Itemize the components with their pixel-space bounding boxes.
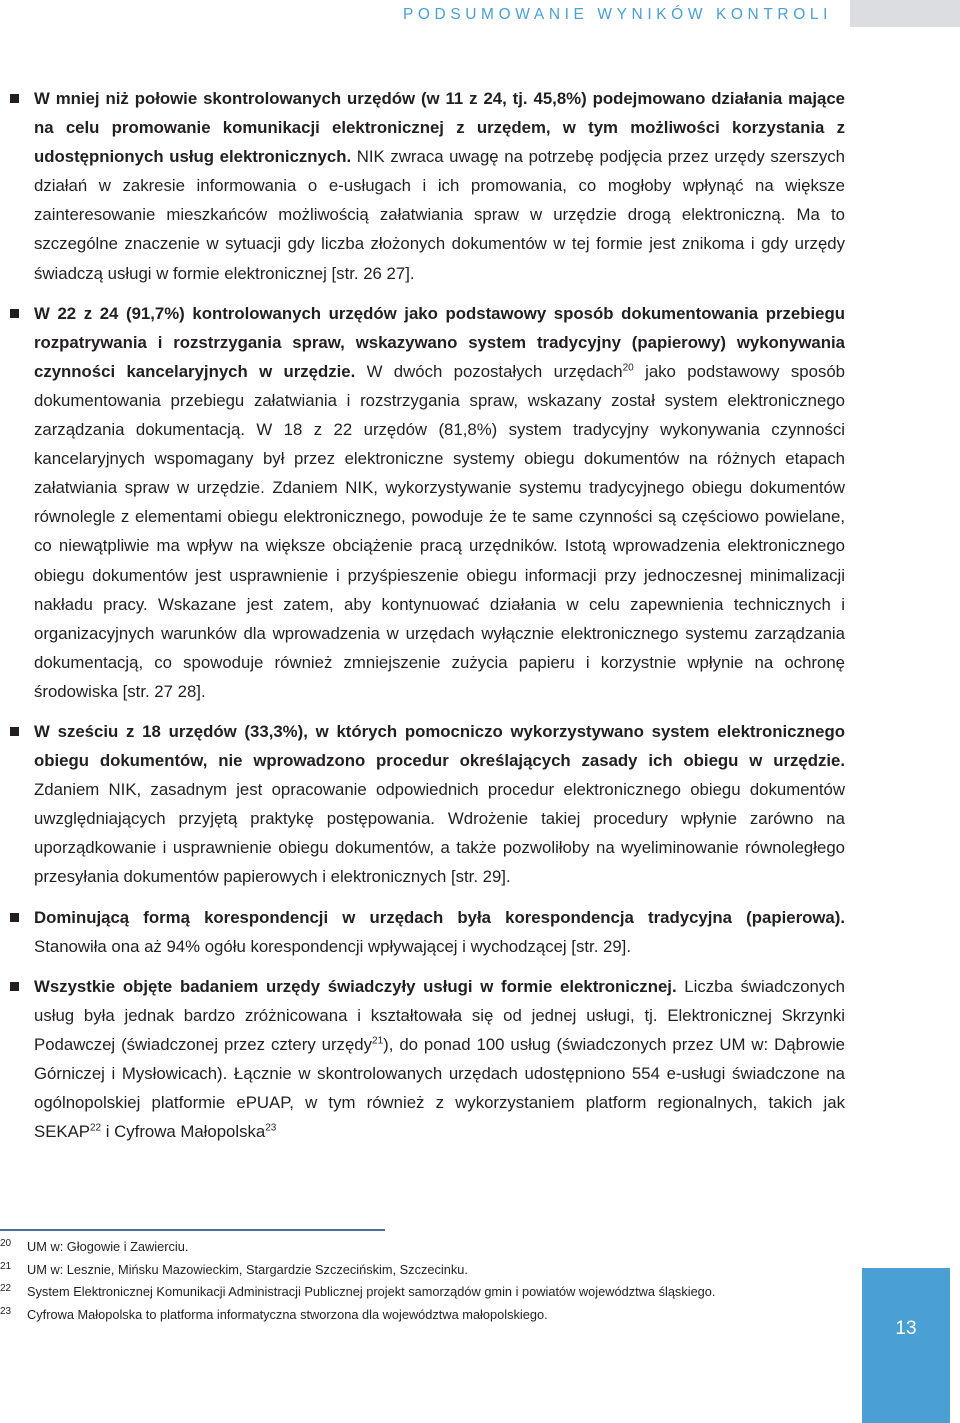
item-text: ), do ponad 100 usług (świadczonych przez UM w: Dąbrowie Górniczej i Mysłowicach). Łącznie w skontrolowanych urzędach udostępniono 554 e-usługi świadczone na ogólnopolskiej platformie ePUAP, w tym również z wykorzystaniem platform regionalnych, takich jak SEKAP — [34, 1034, 846, 1142]
bullet-square-icon — [10, 94, 19, 103]
list-item — [10, 903, 845, 961]
footnote-ref[interactable]: 21 — [372, 1035, 384, 1047]
footnote-number: 22 — [0, 1283, 12, 1294]
footnote-text: UM w: Lesznie, Mińsku Mazowieckim, Stargardzie Szczecińskim, Szczecinku. — [27, 1261, 468, 1277]
list-item — [10, 972, 845, 1147]
footnote-divider — [0, 1229, 385, 1231]
item-text: jako podstawowy sposób dokumentowania przebiegu załatwiania i rozstrzygania spraw, wskazany został system elektronicznego zarządzania dokumentacją. W 18 z 22 urzędów (81,8%) system tradycyjny wykonywania czynności kancelaryjnych wspomagany był przez elektroniczne systemy obiegu dokumentów na różnych etapach załatwiania spraw w urzędzie. Zdaniem NIK, wykorzystywanie systemu tradycyjnego obiegu dokumentów równolegle z elementami obiegu elektronicznego, powoduje że te same czynności są częściowo powielane, co niewątpliwie ma wpływ na większe obciążenie pracą urzędników. Istotą wprowadzenia elektronicznego obiegu dokumentów jest usprawnienie i przyśpieszenie obiegu informacji przy jednoczesnej minimalizacji nakładu pracy. Wskazane jest zatem, aby kontynuować działania w celu zapewnienia technicznych i organizacyjnych warunków dla wprowadzenia w urzędach wyłącznie elektronicznego systemu zarządzania dokumentacją, co spowoduje również zmniejszenie zużycia papieru i korzystnie wpłynie na ochronę środowiska [str. 27 28]. — [34, 361, 845, 701]
footnote — [0, 1236, 860, 1259]
page-number: 13 — [895, 1318, 917, 1339]
bullet-square-icon — [10, 982, 19, 991]
item-bold-lead: Dominującą formą korespondencji w urzędach była korespondencja tradycyjna (papierowa). — [34, 907, 845, 927]
item-text: Stanowiła ona aż 94% ogółu korespondencji wpływającej i wychodzącej [str. 29]. — [34, 936, 632, 956]
footnote-number: 21 — [0, 1260, 12, 1272]
bullet-square-icon — [10, 913, 19, 922]
footnote-text: UM w: Głogowie i Zawierciu. — [27, 1239, 189, 1254]
item-text: Zdaniem NIK, zasadnym jest opracowanie odpowiednich procedur elektronicznego obiegu dokumentów uwzględniających przyjętą praktykę postępowania. Wdrożenie takiej procedury wpłynie zarówno na uporządkowanie i usprawnienie obiegu dokumentów, a także pozwoliłoby na wyeliminowanie równoległego przesyłania dokumentów papierowych i elektronicznych [str. 29]. — [34, 780, 845, 887]
item-bold-lead: W sześciu z 18 urzędów (33,3%), w których pomocniczo wykorzystywano system elektronicznego obiegu dokumentów, nie wprowadzono procedur określających zasady ich obiegu w urzędzie. — [34, 721, 845, 771]
footnote-ref[interactable]: 20 — [622, 362, 634, 374]
footnote — [0, 1304, 860, 1327]
footnote-number: 20 — [0, 1238, 12, 1249]
item-text: i Cyfrowa Małopolska — [101, 1122, 266, 1142]
item-bold-lead: Wszystkie objęte badaniem urzędy świadczyły usługi w formie elektronicznej. — [34, 976, 677, 996]
footnote-number: 23 — [0, 1305, 12, 1317]
footnote — [0, 1281, 860, 1304]
summary-list — [10, 84, 845, 1157]
footnote — [0, 1259, 860, 1282]
page-number-box — [862, 1268, 950, 1423]
footnote-text: System Elektronicznej Komunikacji Administracji Publicznej projekt samorządów gmin i powiatów województwa śląskiego. — [27, 1284, 716, 1299]
footnote-ref[interactable]: 23 — [265, 1122, 277, 1134]
bullet-square-icon — [10, 309, 19, 318]
footnote-text: Cyfrowa Małopolska to platforma informatyczna stworzona dla województwa małopolskiego. — [27, 1306, 548, 1322]
running-header: PODSUMOWANIE WYNIKÓW KONTROLI — [402, 6, 832, 23]
item-text: W dwóch pozostałych urzędach — [355, 361, 623, 381]
bullet-square-icon — [10, 727, 19, 736]
header-decor-box — [850, 0, 960, 27]
list-item — [10, 717, 845, 892]
item-bold-lead: W mniej niż połowie skontrolowanych urzędów (w 11 z 24, tj. 45,8%) podejmowano działania mające na celu promowanie komunikacji elektronicznej z urzędem, w tym możliwości korzystania z udostępnionych usług elektronicznych. — [34, 89, 845, 167]
list-item — [10, 84, 845, 288]
item-text: Liczba świadczonych usług była jednak bardzo zróżnicowana i kształtowała się od jednej usługi, tj. Elektronicznej Skrzynki Podawczej (świadczonej przez cztery urzędy — [34, 976, 845, 1054]
item-text: NIK zwraca uwagę na potrzebę podjęcia przez urzędy szerszych działań w zakresie informowania o e-usługach i ich promowania, co mogłoby wpłynąć na większe zainteresowanie mieszkańców możliwością załatwiania spraw w urzędzie drogą elektroniczną. Ma to szczególne znaczenie w sytuacji gdy liczba złożonych dokumentów w tej formie jest znikoma i gdy urzędy świadczą usługi w formie elektronicznej [str. 26 27]. — [34, 147, 845, 283]
footnotes — [0, 1236, 860, 1326]
item-bold-lead: W 22 z 24 (91,7%) kontrolowanych urzędów jako podstawowy sposób dokumentowania przebiegu rozpatrywania i rozstrzygania spraw, wskazywano system tradycyjny (papierowy) wykonywania czynności kancelaryjnych w urzędzie. — [34, 303, 845, 381]
list-item — [10, 299, 845, 706]
footnote-ref[interactable]: 22 — [89, 1122, 102, 1134]
